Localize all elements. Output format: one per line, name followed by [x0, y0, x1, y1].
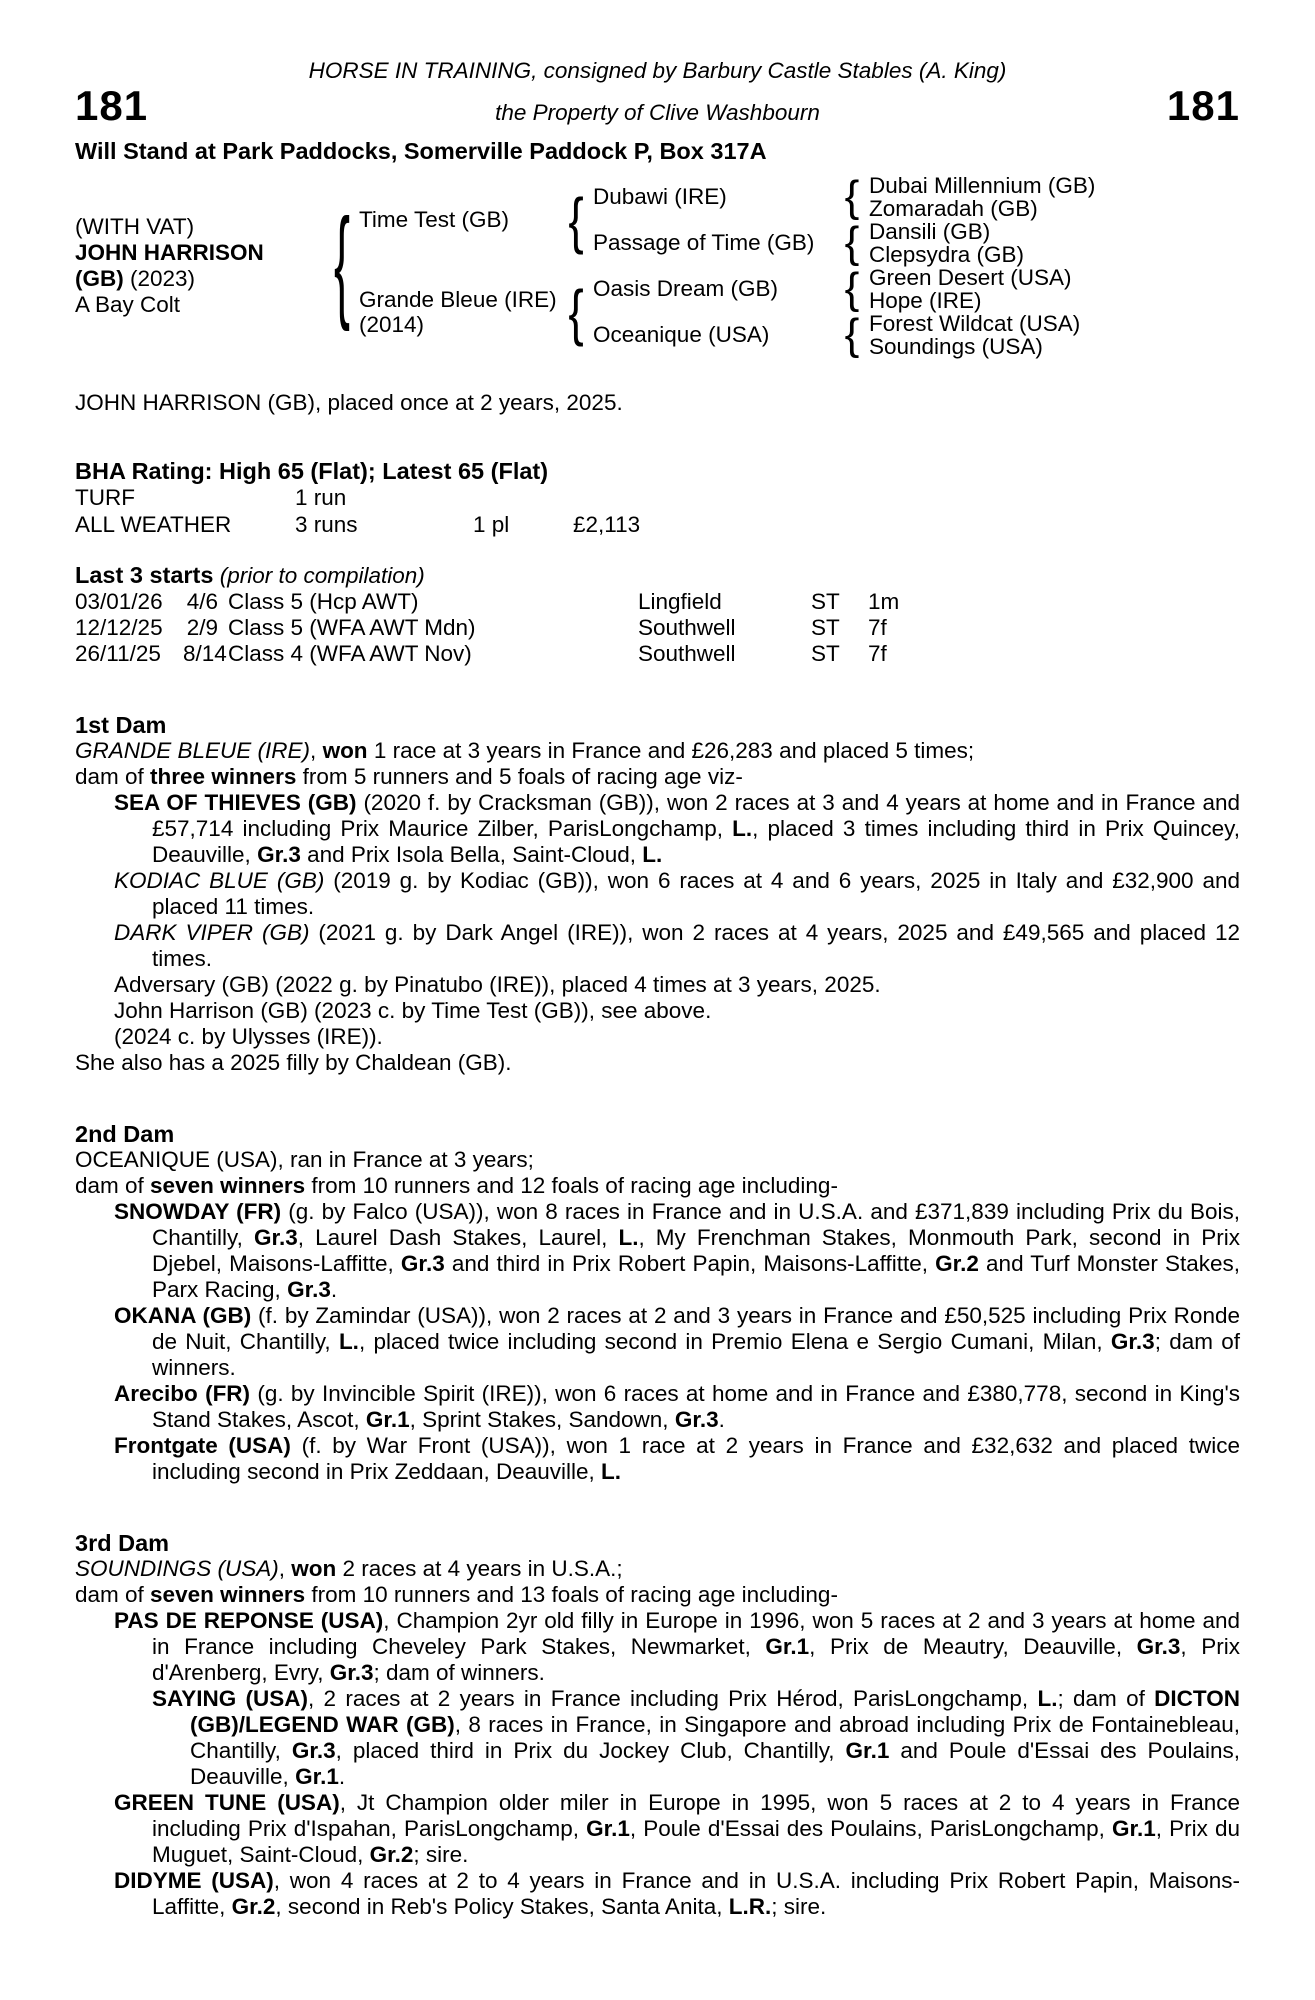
start-row — [75, 641, 1240, 667]
start-dist: 7f — [868, 615, 887, 640]
pedigree-brace-gp2: { — [844, 264, 860, 313]
grandsire-maternal: Oasis Dream (GB) — [593, 276, 779, 301]
start-race: Class 5 (WFA AWT Mdn) — [228, 615, 476, 640]
horse-name: JOHN HARRISON — [75, 240, 264, 265]
property-line: the Property of Clive Washbourn — [495, 100, 820, 125]
surface-surface: TURF — [75, 485, 135, 510]
granddam-paternal: Passage of Time (GB) — [593, 230, 815, 255]
pedigree-paragraph: SNOWDAY (FR) (g. by Falco (USA)), won 8 races in France and in U.S.A. and £371,839 including Prix du Bois, Chantilly, Gr.3, Laurel Dash Stakes, Laurel, L., My Frenchman Stakes, Monmouth Park, second in Prix Djebel, Maisons-Laffitte, Gr.3 and third in Prix Robert Papin, Maisons-Laffitte, Gr.2 and Turf Monster Stakes, Parx Racing, Gr.3. — [114, 1199, 1240, 1302]
pedigree-paragraph: (2024 c. by Ulysses (IRE)). — [114, 1024, 383, 1049]
stand-location-line: Will Stand at Park Paddocks, Somerville Paddock P, Box 317A — [75, 138, 767, 164]
consignor-line: HORSE IN TRAINING, consigned by Barbury Castle Stables (A. King) — [308, 58, 1007, 83]
pedigree-brace-gp1: { — [844, 218, 860, 267]
great-grandparent: Dansili (GB) — [869, 218, 991, 244]
great-grandparent: Zomaradah (GB) — [869, 195, 1038, 221]
pedigree-paragraph: dam of three winners from 5 runners and 5 foals of racing age viz- — [75, 764, 743, 789]
dam-sections — [75, 712, 1240, 1920]
surface-earnings — [573, 484, 1240, 511]
start-surface: ST — [811, 641, 840, 666]
pedigree-paragraph: OKANA (GB) (f. by Zamindar (USA)), won 2 races at 2 and 3 years in France and £50,525 including Prix Ronde de Nuit, Chantilly, L., placed twice including second in Premio Elena e Sergio Cumani, Milan, Gr.3; dam of winners. — [114, 1303, 1240, 1380]
pedigree-paragraph: SEA OF THIEVES (GB) (2020 f. by Cracksman (GB)), won 2 races at 3 and 4 years at home and in France and £57,714 including Prix Maurice Zilber, ParisLongchamp, L., placed 3 times including third in Prix Quincey, Deauville, Gr.3 and Prix Isola Bella, Saint-Cloud, L. — [114, 790, 1240, 867]
pedigree-paragraph: PAS DE REPONSE (USA), Champion 2yr old filly in Europe in 1996, won 5 races at 2 and 3 years at home and in France including Cheveley Park Stakes, Newmarket, Gr.1, Prix de Meautry, Deauville, Gr.3, Prix d'Arenberg, Evry, Gr.3; dam of winners. — [114, 1608, 1240, 1685]
start-row — [75, 615, 1240, 641]
pedigree-paragraph: OCEANIQUE (USA), ran in France at 3 years; — [75, 1147, 534, 1172]
page-header — [75, 58, 1240, 129]
great-grandparent: Soundings (USA) — [869, 333, 1043, 359]
dam-name: Grande Bleue (IRE) (2014) — [359, 287, 557, 337]
pedigree-paragraph: DARK VIPER (GB) (2021 g. by Dark Angel (IRE)), won 2 races at 4 years, 2025 and £49,565 and placed 12 times. — [114, 920, 1241, 971]
pedigree-paragraph: John Harrison (GB) (2023 c. by Time Test (GB)), see above. — [114, 998, 712, 1023]
pedigree-brace-gp0: { — [844, 172, 860, 221]
start-pos: 2/9 — [186, 615, 218, 640]
pedigree-brace-main: { — [333, 195, 351, 334]
great-grandparent: Hope (IRE) — [869, 287, 982, 313]
pedigree-paragraph: dam of seven winners from 10 runners and 13 foals of racing age including- — [75, 1582, 838, 1607]
start-surface: ST — [811, 589, 840, 614]
start-surface: ST — [811, 615, 840, 640]
start-race: Class 5 (Hcp AWT) — [228, 589, 419, 614]
surface-places — [473, 484, 573, 511]
surface-row — [75, 511, 1240, 538]
granddam-maternal: Oceanique (USA) — [593, 322, 770, 347]
lot-number-right: 181 — [1166, 82, 1240, 129]
start-row — [75, 589, 1240, 615]
surface-runs: 1 run — [295, 485, 347, 510]
start-dist: 7f — [868, 641, 887, 666]
surface-surface: ALL WEATHER — [75, 512, 232, 537]
start-venue: Southwell — [638, 615, 736, 640]
pedigree-paragraph: She also has a 2025 filly by Chaldean (GB). — [75, 1050, 512, 1075]
pedigree-paragraph: GRANDE BLEUE (IRE), won 1 race at 3 years in France and £26,283 and placed 5 times; — [75, 738, 975, 763]
dam-heading: 3rd Dam — [75, 1530, 170, 1556]
horse-description: A Bay Colt — [75, 292, 181, 317]
surface-row — [75, 484, 1240, 511]
start-pos: 8/14 — [183, 641, 227, 666]
vat-note: (WITH VAT) — [75, 214, 195, 239]
surface-runs: 3 runs — [295, 512, 358, 537]
pedigree-paragraph: GREEN TUNE (USA), Jt Champion older miler in Europe in 1995, won 5 races at 2 to 4 years in France including Prix d'Ispahan, ParisLongchamp, Gr.1, Poule d'Essai des Poulains, ParisLongchamp, Gr.1, Prix du Muguet, Saint-Cloud, Gr.2; sire. — [114, 1790, 1240, 1867]
surface-places: 1 pl — [473, 512, 510, 537]
surface-record-table — [75, 484, 1240, 538]
last-starts-table — [75, 589, 1240, 667]
great-grandparent: Clepsydra (GB) — [869, 241, 1025, 267]
start-date: 12/12/25 — [75, 615, 163, 640]
pedigree-paragraph: Adversary (GB) (2022 g. by Pinatubo (IRE)), placed 4 times at 3 years, 2025. — [114, 972, 881, 997]
great-grandparent: Dubai Millennium (GB) — [869, 172, 1096, 198]
last-starts-heading: Last 3 starts (prior to compilation) — [75, 562, 425, 588]
start-race: Class 4 (WFA AWT Nov) — [228, 641, 472, 666]
lot-number-left: 181 — [75, 82, 149, 129]
great-grandparent: Green Desert (USA) — [869, 264, 1072, 290]
pedigree-brace-sire: { — [568, 184, 584, 256]
pedigree-table — [75, 174, 1240, 358]
grandsire-paternal: Dubawi (IRE) — [593, 184, 727, 209]
pedigree-paragraph: Frontgate (USA) (f. by War Front (USA)), won 1 race at 2 years in France and £32,632 and placed twice including second in Prix Zeddaan, Deauville, L. — [114, 1433, 1240, 1484]
horse-name-block — [75, 174, 325, 358]
start-date: 26/11/25 — [75, 641, 161, 666]
dam-heading: 1st Dam — [75, 712, 167, 738]
surface-earnings: £2,113 — [573, 512, 641, 537]
pedigree-brace-dam: { — [568, 276, 584, 348]
pedigree-brace-gp3: { — [844, 310, 860, 359]
pedigree-paragraph: SAYING (USA), 2 races at 2 years in France including Prix Hérod, ParisLongchamp, L.; dam of DICTON (GB)/LEGEND WAR (GB), 8 races in France, in Singapore and abroad including Prix de Fontainebleau, Chantilly, Gr.3, placed third in Prix du Jockey Club, Chantilly, Gr.1 and Poule d'Essai des Poulains, Deauville, Gr.1. — [152, 1686, 1241, 1789]
great-grandparent: Forest Wildcat (USA) — [869, 310, 1081, 336]
pedigree-paragraph: Arecibo (FR) (g. by Invincible Spirit (IRE)), won 6 races at home and in France and £380,778, second in King's Stand Stakes, Ascot, Gr.1, Sprint Stakes, Sandown, Gr.3. — [114, 1381, 1241, 1432]
start-pos: 4/6 — [186, 589, 218, 614]
horse-suffix-year: (GB) (2023) — [75, 266, 196, 291]
lot-row — [75, 82, 1240, 129]
start-date: 03/01/26 — [75, 589, 163, 614]
start-dist: 1m — [868, 589, 900, 614]
start-venue: Lingfield — [638, 589, 722, 614]
pedigree-paragraph: DIDYME (USA), won 4 races at 2 to 4 years in France and in U.S.A. including Prix Robert Papin, Maisons-Laffitte, Gr.2, second in Reb's Policy Stakes, Santa Anita, L.R.; sire. — [114, 1868, 1240, 1919]
bha-rating: BHA Rating: High 65 (Flat); Latest 65 (Flat) — [75, 458, 549, 484]
pedigree-paragraph: SOUNDINGS (USA), won 2 races at 4 years in U.S.A.; — [75, 1556, 623, 1581]
start-venue: Southwell — [638, 641, 736, 666]
pedigree-paragraph: KODIAC BLUE (GB) (2019 g. by Kodiac (GB)), won 6 races at 4 and 6 years, 2025 in Italy and £32,900 and placed 11 times. — [114, 868, 1240, 919]
sire-name: Time Test (GB) — [359, 207, 510, 232]
race-summary: JOHN HARRISON (GB), placed once at 2 years, 2025. — [75, 390, 623, 415]
pedigree-paragraph: dam of seven winners from 10 runners and 12 foals of racing age including- — [75, 1173, 838, 1198]
dam-heading: 2nd Dam — [75, 1121, 175, 1147]
